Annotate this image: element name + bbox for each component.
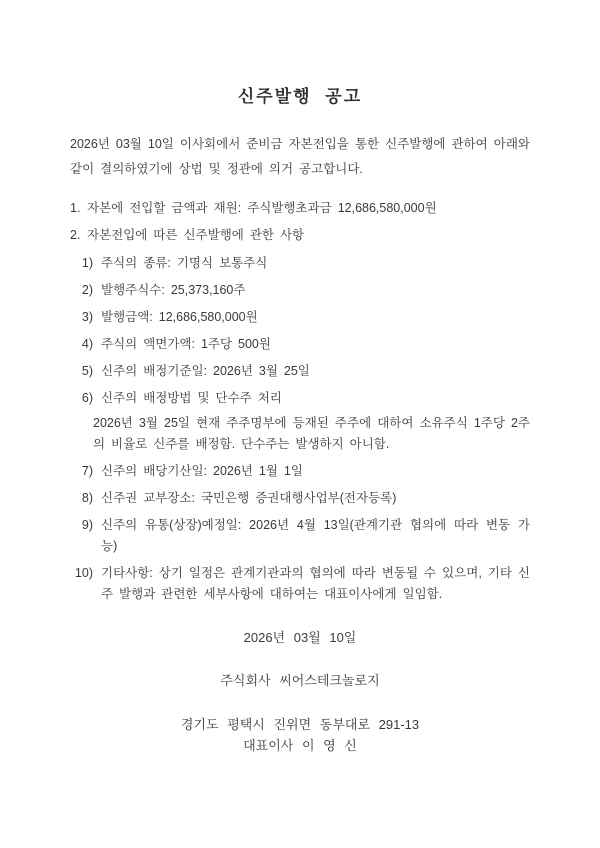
page-title: 신주발행 공고 <box>237 87 363 106</box>
sub-item-text: 주식의 종류: 기명식 보통주식 <box>101 256 268 270</box>
sub-item <box>70 253 530 274</box>
sub-item <box>70 280 530 301</box>
sub-item-number: 6) <box>81 391 93 405</box>
sub-item-text: 신주의 유통(상장)예정일: 2026년 4월 13일(관계기관 협의에 따라 변동 가능) <box>101 518 530 553</box>
sub-item <box>70 515 530 557</box>
sub-item-text: 신주의 배당기산일: 2026년 1월 1일 <box>101 464 303 478</box>
sub-item-number: 10) <box>74 566 93 580</box>
sub-item <box>70 488 530 509</box>
ceo-name: 대표이사 이 영 신 <box>243 738 357 753</box>
announcement-date: 2026년 03월 10일 <box>243 630 357 645</box>
sub-item <box>70 361 530 382</box>
sub-item-text: 신주의 배정기준일: 2026년 3월 25일 <box>101 364 310 378</box>
intro-paragraph: 2026년 03월 10일 이사회에서 준비금 자본전입을 통한 신주발행에 관하여 아래와 같이 결의하였기에 상법 및 정관에 의거 공고합니다. <box>70 137 530 176</box>
sub-item <box>70 334 530 355</box>
sub-item <box>70 307 530 328</box>
sub-item-number: 2) <box>81 283 93 297</box>
sub-item-number: 4) <box>81 337 93 351</box>
list-item-number: 2. <box>70 228 81 242</box>
sub-item-number: 7) <box>81 464 93 478</box>
sub-item-number: 3) <box>81 310 93 324</box>
company-name: 주식회사 씨어스테크놀로지 <box>220 673 380 688</box>
sub-item <box>70 461 530 482</box>
sub-item-text: 신주권 교부장소: 국민은행 증권대행사업부(전자등록) <box>101 491 397 505</box>
sub-item-text: 발행주식수: 25,373,160주 <box>101 283 246 297</box>
sub-item <box>70 388 530 409</box>
sub-item-text: 주식의 액면가액: 1주당 500원 <box>101 337 271 351</box>
sub-item-list <box>70 253 530 605</box>
sub-item-text: 기타사항: 상기 일정은 관계기관과의 협의에 따라 변동될 수 있으며, 기타 신주 발행과 관련한 세부사항에 대하여는 대표이사에게 일임함. <box>101 566 530 601</box>
list-item <box>70 225 530 246</box>
sub-item-text: 신주의 배정방법 및 단수주 처리 <box>101 391 282 405</box>
sub-item <box>70 563 530 605</box>
list-item-text: 자본전입에 따른 신주발행에 관한 사항 <box>87 228 305 242</box>
sub-item-number: 1) <box>81 256 93 270</box>
sub-item-text: 발행금액: 12,686,580,000원 <box>101 310 258 324</box>
list-item-number: 1. <box>70 201 81 215</box>
list-item-text: 자본에 전입할 금액과 재원: 주식발행초과금 12,686,580,000원 <box>87 201 437 215</box>
company-address: 경기도 평택시 진위면 동부대로 291-13 <box>180 717 420 732</box>
sub-item-number: 8) <box>81 491 93 505</box>
list-item <box>70 198 530 219</box>
sub-item-number: 9) <box>81 518 93 532</box>
sub-item-note: 2026년 3월 25일 현재 주주명부에 등재된 주주에 대하여 소유주식 1주당 2주의 비율로 신주를 배정함. 단수주는 발생하지 아니함. <box>93 416 530 451</box>
sub-item-number: 5) <box>81 364 93 378</box>
